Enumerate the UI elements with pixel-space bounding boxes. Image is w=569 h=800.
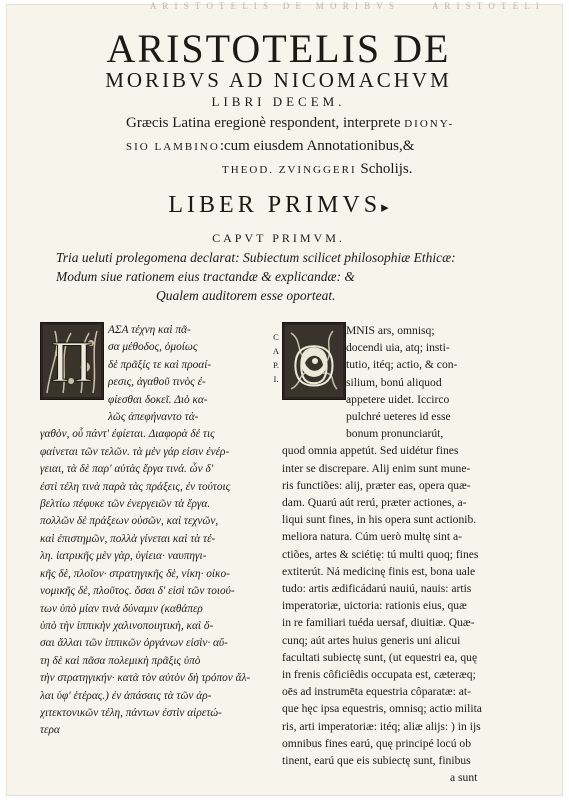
- greek-text-line: φίεσθαι δοκεῖ. Διὸ κα-: [108, 393, 208, 406]
- greek-text-line: λῶς ἀπεφήναντο τἀ-: [108, 411, 199, 424]
- greek-text-line: κῆς δὲ, πλοῖον· στρατηγικῆς δὲ, νίκη· οἰκο-: [40, 567, 230, 580]
- latin-text-line: in frenis côficiêdis occupata est, cæteræq;: [282, 668, 476, 682]
- svg-text:Π: Π: [51, 329, 93, 394]
- chapter-summary: [56, 248, 526, 305]
- latin-text-line: tudo: artis ædificádarú nauiú, nauis: artis: [282, 582, 472, 596]
- greek-text-line: τὴν στρατηγικήν· κατὰ τὸν αὐτὸν δὴ τρόπον ἄλ-: [40, 672, 251, 685]
- latin-text-line: docendi uia, atq; insti-: [346, 341, 450, 355]
- chapter-heading: CAPVT PRIMVM.: [212, 231, 345, 245]
- latin-text-line: inter se discrepare. Alij enim sunt mune-: [282, 461, 471, 475]
- latin-text-line: ris, arti imperatoriæ: itéq; aliæ alijs: ) in ijs: [282, 719, 481, 733]
- greek-text-line: λη. ἰατρικῆς μὲν γὰρ, ὑγίεια· ναυπηγι-: [40, 550, 207, 563]
- bleed-through-header: A R I S T O T E L I S D E M O R I B V S A R I S T O T E L I: [150, 1, 541, 11]
- greek-text-line: καὶ ἐπιστημῶν, πολλὰ γίνεται καὶ τὰ τέ-: [40, 532, 216, 545]
- greek-text-line: ΑΣΑ τέχνη καὶ πᾶ-: [108, 324, 191, 336]
- latin-text-line: bonum pronunciarút,: [346, 427, 444, 441]
- latin-text-line: tutio, itéq; actio, & con-: [346, 358, 458, 372]
- greek-text-line: πολλῶν δὲ πράξεων οὐσῶν, καὶ τεχνῶν,: [40, 515, 219, 528]
- latin-text-line: que hęc ipsa equestris, omnisq; actio milita: [282, 702, 482, 716]
- latin-text-line: facultati subiectę sunt, (ut equestri ea, quę: [282, 650, 478, 664]
- latin-text-line: quod omnia appetút. Sed uidétur fines: [282, 444, 459, 458]
- latin-text-line: cunq; aút artes huius generis uni alicui: [282, 633, 461, 647]
- latin-text-line: imperatoriæ, uictoria: rationis eius, quæ: [282, 599, 467, 613]
- latin-text-line: ctiões, artes & sciétię: tú multi quoq; fines: [282, 547, 479, 561]
- greek-text-line: φαίνεται τῶν τελῶν. τὰ μὲν γάρ εἰσιν ἐνέρ-: [40, 445, 230, 458]
- greek-text-line: τερα: [40, 724, 60, 737]
- woodcut-ornament-icon: [283, 323, 345, 399]
- page-subtitle: MORIBVS AD NICOMACHVM: [105, 68, 452, 92]
- chapter-side-label: C A P. I.: [272, 332, 280, 384]
- latin-text-line: a sunt: [450, 771, 478, 785]
- greek-text-line: γειαι, τὰ δὲ παρ' αὐτὰς ἔργα τινά. ὧν δ': [40, 463, 214, 476]
- summary-line: Tria ueluti prolegomena declarat: Subiectum scilicet philosophiæ Ethicæ:: [56, 250, 456, 265]
- summary-line: Qualem auditorem esse oporteat.: [156, 288, 336, 303]
- latin-text-line: dam. Quarú aút rerú, præter actiones, a-: [282, 496, 467, 510]
- latin-text-line: liqui sunt fines, in his opera sunt actionib.: [282, 513, 477, 527]
- latin-text-line: omnibus fines earú, quę principé locú ob: [282, 736, 471, 750]
- greek-text-line: χιτεκτονικῶν τέλη, πάντων ἐστὶν αἱρετώ-: [40, 706, 222, 719]
- greek-text-line: δὲ πρᾶξίς τε καὶ προαί-: [108, 358, 212, 371]
- greek-text-line: βελτίω πέφυκε τῶν ἐνεργειῶν τὰ ἔργα.: [40, 498, 211, 511]
- latin-text-line: MNIS ars, omnisq;: [346, 324, 435, 337]
- greek-text-line: τη δὲ καὶ πᾶσα πολεμικὴ πρᾶξις ὑπὸ: [40, 654, 201, 667]
- latin-text-line: silium, bonú aliquod: [346, 375, 442, 389]
- latin-text-line: in re familiari tuéda uersaf, diuitiæ. Quæ-: [282, 616, 475, 630]
- greek-text-line: σαι ἄλλαι τῶν ἱππικῶν ὀργάνων εἰσὶν· αὕ-: [40, 637, 228, 650]
- latin-text-line: meliora natura. Cúm uerò multę sint a-: [282, 530, 462, 544]
- book-heading: LIBER PRIMVS▸: [168, 192, 389, 218]
- ornament-arrow-icon: ▸: [381, 200, 389, 216]
- books-count: LIBRI DECEM.: [211, 94, 346, 109]
- imprint-line-1: Græcis Latina eregionè respondent, interprete DIONY-: [126, 115, 455, 131]
- greek-text-line: νομικῆς δὲ, πλοῦτος. ὅσαι δ' εἰσὶ τῶν τοιού-: [40, 585, 235, 598]
- page-title: ARISTOTELIS DE: [106, 26, 451, 71]
- greek-text-line: λαι ὑφ' ἑτέρας.) ἐν ἁπάσαις τὰ τῶν ἀρ-: [40, 689, 212, 702]
- greek-text-line: ὑπὸ τὴν ἱππικὴν χαλινοποιητικὴ, καὶ ὅ-: [40, 619, 214, 632]
- latin-text-line: ris functiões: alij, præter eas, opera quæ-: [282, 478, 471, 492]
- latin-text-line: appetere uidet. Iccirco: [346, 392, 450, 406]
- summary-line: Modum siue rationem eius tractandæ & explicandæ: &: [56, 269, 355, 284]
- greek-text-line: ἐστὶ τέλη τινὰ παρὰ τὰς πράξεις, ἐν τούτοις: [40, 480, 231, 493]
- latin-text-line: pulchré ueteres id esse: [346, 410, 451, 424]
- latin-text-line: extiterút. Ná medicinę finis est, bona uale: [282, 564, 476, 578]
- woodcut-ornament-icon: [41, 323, 103, 399]
- imprint-line-2: SIO LAMBINO:cum eiusdem Annotationibus,&: [126, 138, 415, 154]
- decorated-initial-pi: [40, 322, 104, 400]
- greek-text-line: ρεσις, ἀγαθοῦ τινὸς ἐ-: [108, 376, 206, 389]
- greek-text-line: σα μέθοδος, ὁμοίως: [108, 341, 198, 354]
- svg-text:O: O: [293, 333, 335, 398]
- greek-text-line: γαθὸν, οὗ πάντ' ἐφίεται. Διαφορὰ δέ τις: [40, 428, 215, 441]
- decorated-initial-o: [282, 322, 346, 400]
- imprint: [126, 112, 506, 181]
- imprint-line-3: THEOD. ZVINGGERI Scholijs.: [222, 161, 413, 177]
- latin-text-line: tinent, earú que eis subiectę sunt, finibus: [282, 754, 471, 768]
- latin-text-line: oēs ad instrumēta equestria côparatæ: at-: [282, 685, 471, 699]
- greek-text-line: των ὑπὸ μίαν τινὰ δύναμιν (καθάπερ: [40, 602, 203, 615]
